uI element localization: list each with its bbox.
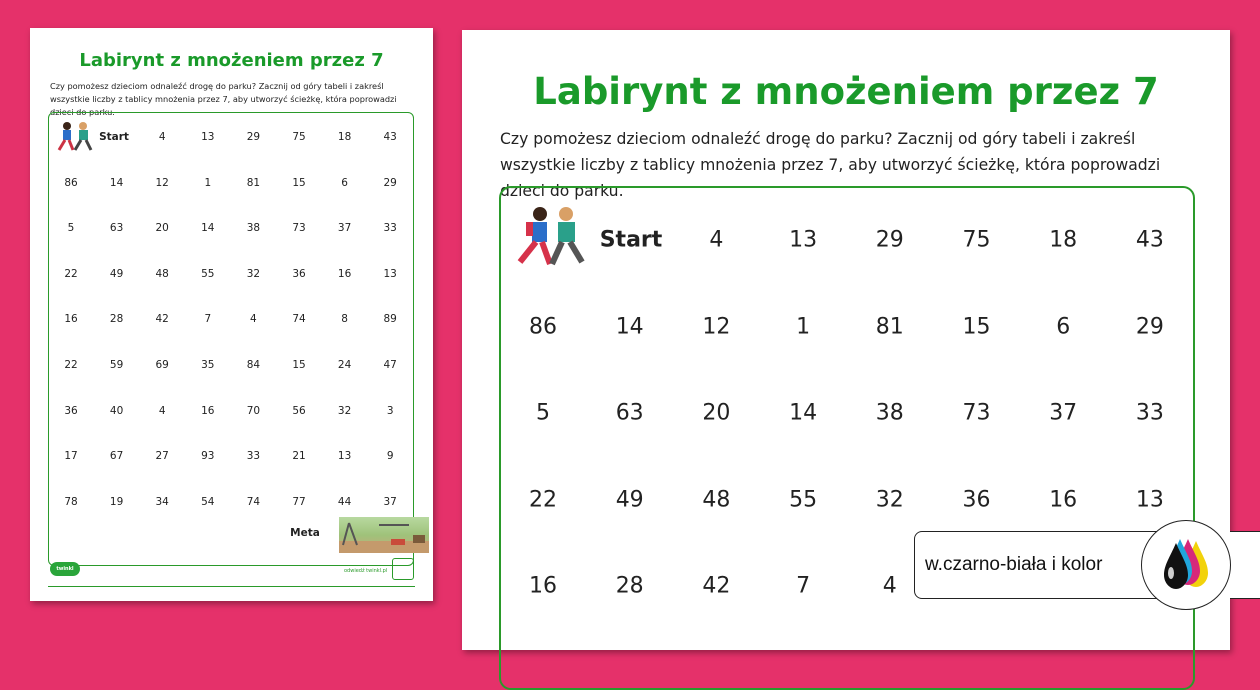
maze-number-cell: 75 [962,227,991,253]
maze-number-cell: 86 [529,314,557,339]
maze-number-cell: 55 [201,267,215,280]
maze-number-cell: 74 [246,495,261,508]
maze-number-cell: 14 [789,400,818,426]
maze-number-cell: 32 [337,404,352,417]
maze-number-cell: 15 [962,314,991,339]
maze-number-cell: 63 [109,222,124,235]
maze-number-cell: 43 [1135,227,1164,253]
maze-number-cell: 37 [1049,400,1078,426]
maze-number-cell: 4 [158,131,166,143]
maze-number-cell: 28 [109,313,124,326]
maze-number-cell: 40 [109,404,124,417]
maze-number-cell: 13 [337,450,352,463]
maze-number-cell: 12 [155,176,169,189]
maze-number-cell: 37 [337,222,352,235]
maze-number-cell: 13 [789,227,818,253]
maze-number-cell: 15 [292,176,306,189]
maze-number-cell: 16 [1049,487,1078,512]
maze-number-cell: 1 [796,314,811,339]
running-children-icon [506,204,598,274]
maze-number-cell: 28 [615,573,644,599]
footer-url: odwiedź twinkl.pl [344,568,388,574]
maze-number-cell: 5 [536,400,550,426]
maze-number-cell: 38 [875,400,904,426]
maze-number-cell: 42 [702,573,731,599]
maze-number-cell: 63 [615,400,644,426]
maze-number-cell: 18 [337,131,352,143]
twinkl-badge-icon [392,558,414,580]
maze-number-cell: 35 [201,359,215,371]
maze-number-cell: 24 [337,359,352,371]
maze-number-cell: 81 [875,314,904,339]
maze-number-cell: 16 [64,313,78,326]
maze-number-cell: 5 [67,222,75,235]
maze-number-cell: 89 [383,313,397,326]
maze-number-cell: 1 [204,176,212,189]
maze-number-cell: 29 [246,131,261,143]
maze-number-cell: 86 [64,176,78,189]
maze-number-cell: 36 [292,267,306,280]
maze-number-cell: 81 [246,176,261,189]
maze-number-cell: 33 [1135,400,1164,426]
start-label: Start [99,131,129,143]
maze-number-cell: 33 [246,450,261,463]
maze-number-cell: 44 [337,495,352,508]
maze-number-cell: 73 [292,222,306,235]
maze-number-cell: 15 [292,359,306,371]
maze-number-cell: 32 [875,487,904,512]
maze-number-cell: 22 [64,267,78,280]
maze-number-cell: 36 [64,404,78,417]
maze-number-cell: 69 [155,359,169,371]
maze-number-cell: 70 [246,404,261,417]
preview-title: Labirynt z mnożeniem przez 7 [533,70,1159,113]
maze-number-cell: 14 [615,314,644,339]
maze-number-cell: 6 [341,176,348,189]
maze-number-cell: 34 [155,495,169,508]
maze-number-cell: 84 [246,359,261,371]
ink-drops-icon [1141,520,1231,610]
maze-number-cell: 78 [64,495,78,508]
maze-number-cell: 36 [962,487,991,512]
maze-number-cell: 4 [158,404,166,417]
maze-number-cell: 21 [292,450,306,463]
maze-number-cell: 67 [109,450,124,463]
maze-number-cell: 38 [246,222,261,235]
maze-number-cell: 8 [341,313,348,326]
twinkl-logo: twinkl [50,562,80,576]
maze-number-cell: 13 [383,267,397,280]
maze-number-cell: 13 [1135,487,1164,512]
maze-number-cell: 12 [702,314,731,339]
preview-maze-grid [499,186,1195,690]
maze-number-cell: 75 [292,131,306,143]
thumbnail-intro: Czy pomożesz dzieciom odnaleźć drogę do parku? Zacznij od góry tabeli i zakreśl wszystkie liczby z tablicy mnożenia przez 7, aby utworzyć ścieżkę, która poprowadzi dzieci do parku. [50,81,397,117]
maze-number-cell: 54 [201,495,215,508]
maze-number-cell: 22 [529,487,557,512]
maze-number-cell: 4 [709,227,724,253]
print-options-text: w.czarno-biała i kolor [925,554,1103,575]
maze-number-cell: 9 [386,450,394,463]
maze-number-cell: 49 [109,267,124,280]
maze-number-cell: 19 [109,495,124,508]
maze-number-cell: 55 [789,487,818,512]
maze-number-cell: 42 [155,313,169,326]
maze-number-cell: 3 [386,404,394,417]
maze-number-cell: 22 [64,359,78,371]
maze-number-cell: 33 [383,222,397,235]
maze-number-cell: 16 [529,573,557,599]
maze-number-cell: 6 [1056,314,1071,339]
maze-number-cell: 13 [201,131,215,143]
badge-strip [1230,531,1260,599]
footer-divider [48,586,415,587]
park-image [339,517,429,553]
thumbnail-title: Labirynt z mnożeniem przez 7 [79,50,384,71]
maze-number-cell: 29 [383,176,397,189]
worksheet-thumbnail [30,28,433,601]
maze-number-cell: 20 [155,222,169,235]
preview-intro: Czy pomożesz dzieciom odnaleźć drogę do parku? Zacznij od góry tabeli i zakreśl wszystkie liczby z tablicy mnożenia przez 7, aby utworzyć ścieżkę, która poprowadzi dzieci do parku. [500,130,1161,200]
maze-number-cell: 74 [292,313,306,326]
maze-number-cell: 7 [204,313,212,326]
maze-number-cell: 18 [1049,227,1078,253]
maze-number-cell: 7 [796,573,811,599]
maze-number-cell: 77 [292,495,306,508]
maze-number-cell: 4 [250,313,257,326]
maze-number-cell: 16 [201,404,215,417]
maze-number-cell: 14 [109,176,124,189]
maze-number-cell: 48 [702,487,731,512]
maze-number-cell: 48 [155,267,169,280]
maze-number-cell: 59 [109,359,124,371]
maze-number-cell: 56 [292,404,306,417]
maze-number-cell: 73 [962,400,991,426]
maze-number-cell: 29 [875,227,904,253]
maze-number-cell: 29 [1135,314,1164,339]
end-label: Meta [290,527,320,539]
maze-number-cell: 93 [201,450,215,463]
maze-number-cell: 32 [246,267,261,280]
maze-number-cell: 20 [702,400,731,426]
maze-number-cell: 14 [201,222,215,235]
maze-number-cell: 49 [615,487,644,512]
maze-number-cell: 4 [882,573,897,599]
maze-number-cell: 47 [383,359,397,371]
thumbnail-maze-grid [48,112,414,566]
maze-number-cell: 17 [64,450,78,463]
maze-number-cell: 27 [155,450,169,463]
maze-number-cell: 16 [337,267,352,280]
maze-number-cell: 43 [383,131,397,143]
maze-number-cell: 37 [383,495,397,508]
start-label: Start [599,227,663,253]
